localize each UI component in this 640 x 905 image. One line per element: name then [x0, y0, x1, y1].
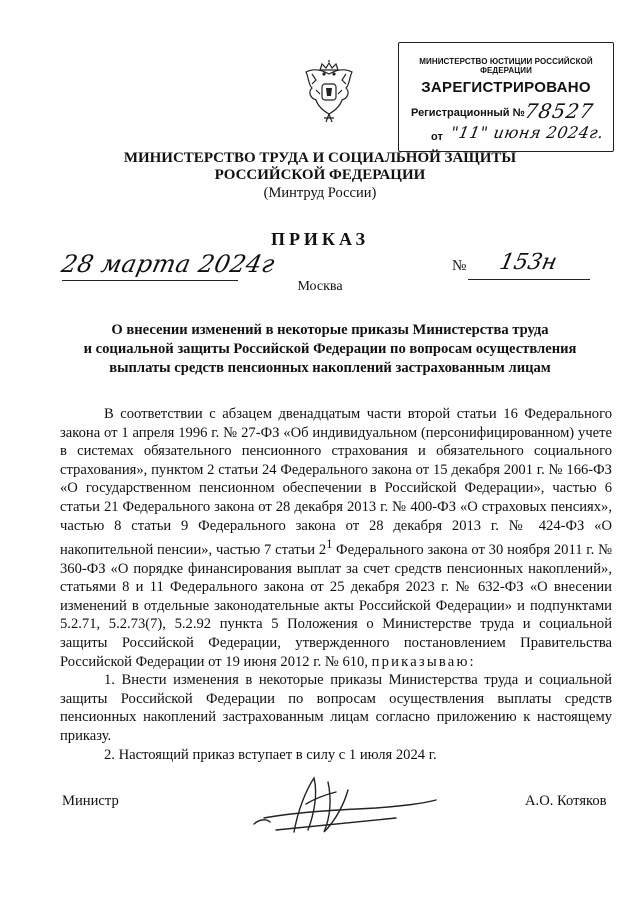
- preamble-text-rest: Федерального закона от 30 ноября 2011 г. № 360-ФЗ «О порядке финансирования выплат за счет средств пенсионных накоплений», статьями 8 и 11 Федерального закона от 25 декабря 2023 г. № 632-ФЗ «О внесении изменений в отдельные законодательные акты Российской Федерации» и подпунктами 5.2.71, 5.2.73(7), 5.2.92 пункта 5 Положения о Министерстве труда и социальной защиты Российской Федерации, утвержденного постановлением Правительства Российской Федерации от 19 июня 2012 г. № 610,: [60, 542, 612, 670]
- order-number-underline: [468, 279, 590, 280]
- order-word: приказываю:: [371, 653, 476, 670]
- stamp-date-prefix: от: [431, 131, 443, 143]
- ministry-name: [60, 150, 580, 184]
- handwritten-signature: [236, 760, 456, 850]
- ministry-name-line1: МИНИСТЕРСТВО ТРУДА И СОЦИАЛЬНОЙ ЗАЩИТЫ: [123, 150, 517, 166]
- stamp-ministry-name: МИНИСТЕРСТВО ЮСТИЦИИ РОССИЙСКОЙ ФЕДЕРАЦИИ: [419, 57, 593, 75]
- subject-line3: выплаты средств пенсионных накоплений застрахованным лицам: [109, 360, 551, 376]
- subject-line2: и социальной защиты Российской Федерации по вопросам осуществления: [83, 341, 577, 357]
- order-subject: [60, 321, 600, 378]
- order-number-sign: №: [452, 258, 467, 274]
- stamp-regnum-label: Регистрационный №: [411, 107, 525, 119]
- order-title: ПРИКАЗ: [270, 229, 370, 249]
- signer-title: Министр: [62, 793, 119, 809]
- signer-name: А.О. Котяков: [525, 793, 607, 809]
- order-number-handwritten: 153н: [497, 250, 560, 275]
- coat-of-arms-emblem: [300, 60, 358, 128]
- order-body: [60, 405, 612, 764]
- stamp-regnum-handwritten: 78527: [522, 99, 596, 123]
- order-date-handwritten: 28 марта 2024г: [59, 250, 278, 278]
- ministry-name-line2: РОССИЙСКОЙ ФЕДЕРАЦИИ: [214, 167, 426, 183]
- item-2: 2. Настоящий приказ вступает в силу с 1 июля 2024 г.: [104, 746, 437, 763]
- ministry-short-name: (Минтруд России): [263, 185, 377, 201]
- preamble-text: В соответствии с абзацем двенадцатым части второй статьи 16 Федерального закона от 1 апреля 1996 г. № 27-ФЗ «Об индивидуальном (персонифицированном) учете в системах обязательного пенсионного страхования и обязательного социального страхования», пунктом 2 статьи 24 Федерального закона от 15 декабря 2001 г. № 166-ФЗ «О государственном пенсионном обеспечении в Российской Федерации», частью 6 статьи 21 Федерального закона от 28 декабря 2013 г. № 400-ФЗ «О страховых пенсиях», частью 8 статьи 9 Федерального закона от 28 декабря 2013 г. № 424-ФЗ «О накопительной пенсии», частью 7 статьи 2: [60, 406, 612, 559]
- item-1: 1. Внести изменения в некоторые приказы Министерства труда и социальной защиты Российской Федерации по вопросам осуществления выплаты средств пенсионных накоплений застрахованным лицам согласно приложению к настоящему приказу.: [60, 672, 612, 744]
- preamble-superscript: 1: [326, 537, 333, 552]
- order-city: Москва: [297, 279, 343, 294]
- stamp-date-handwritten: "11" июня 2024г.: [449, 123, 606, 142]
- registration-stamp: [398, 42, 614, 152]
- preamble-paragraph: [60, 405, 612, 671]
- subject-line1: О внесении изменений в некоторые приказы Министерства труда: [111, 322, 549, 338]
- stamp-registered-label: ЗАРЕГИСТРИРОВАНО: [421, 79, 591, 96]
